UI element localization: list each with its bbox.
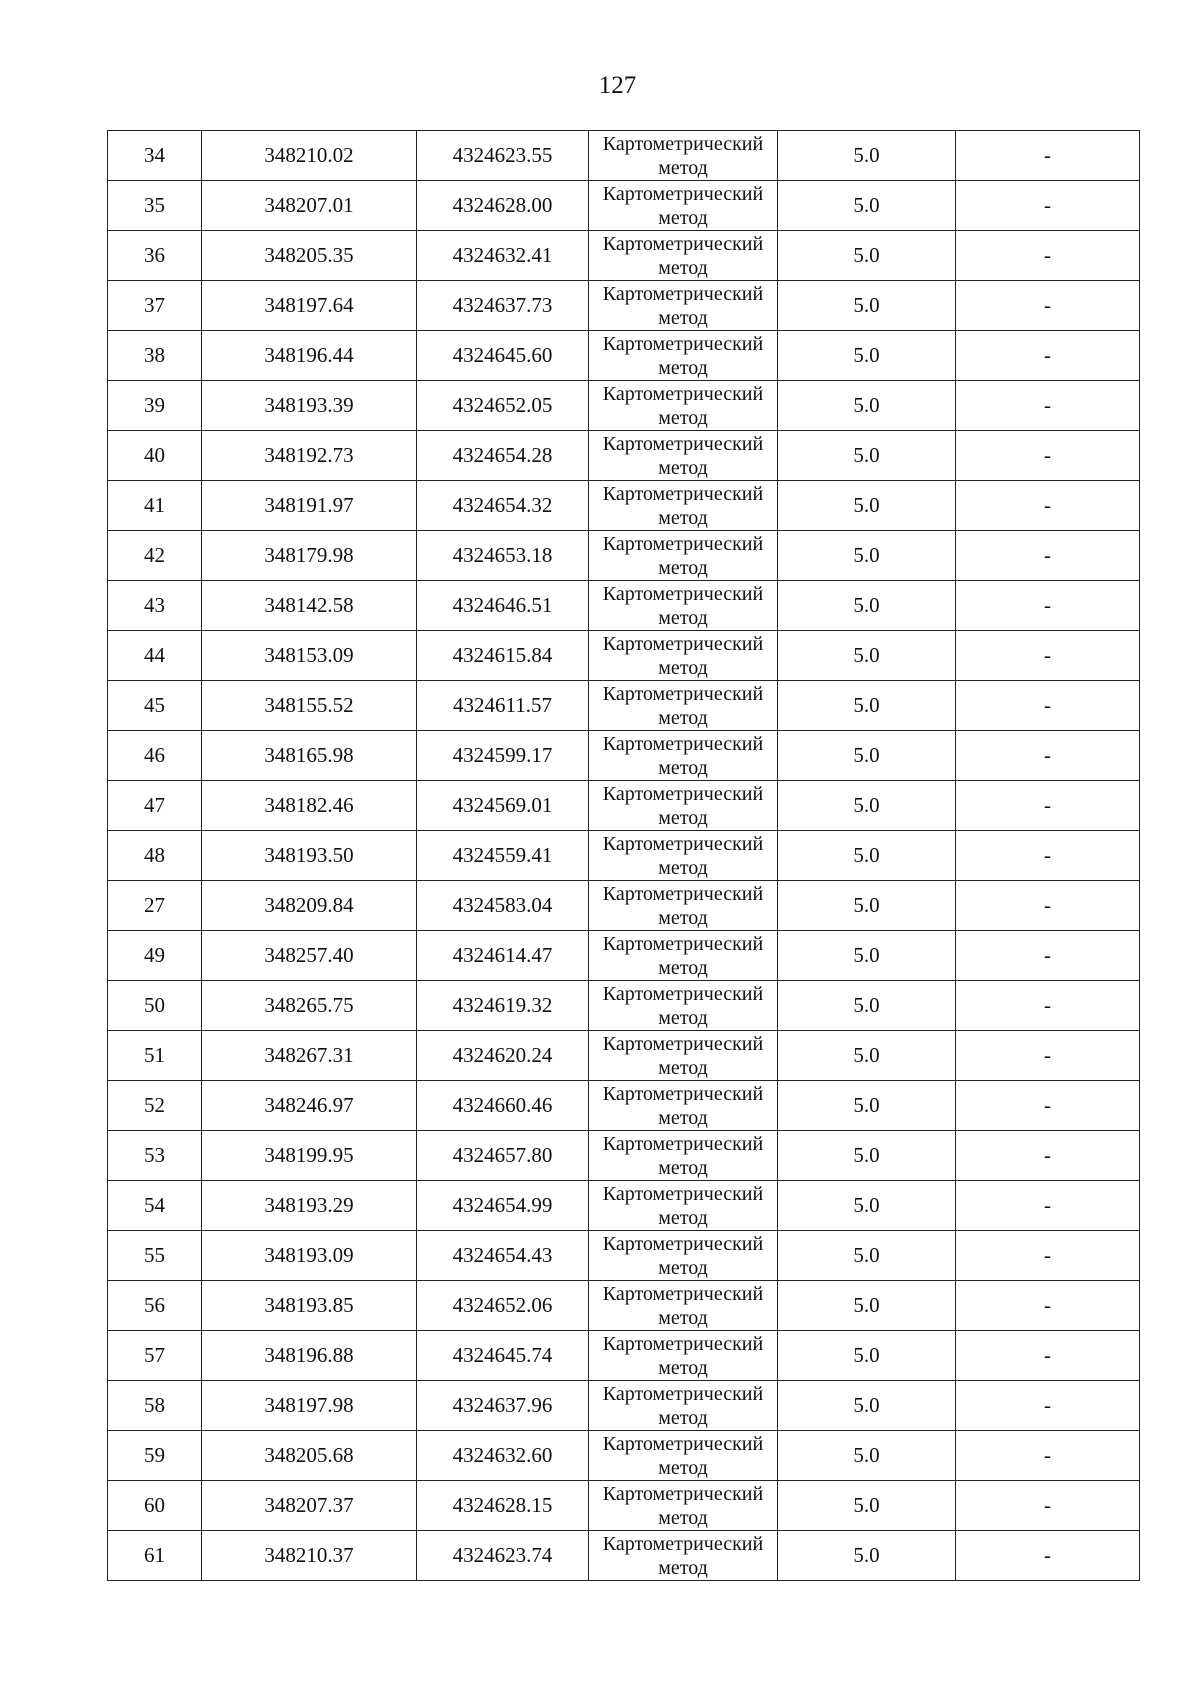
x-coordinate-cell: 348193.50: [202, 831, 417, 881]
x-coordinate-cell: 348210.02: [202, 131, 417, 181]
point-number-cell: 38: [108, 331, 202, 381]
y-coordinate-cell: 4324628.00: [417, 181, 589, 231]
method-line-2: метод: [658, 256, 708, 279]
method-line-2: метод: [658, 556, 708, 579]
accuracy-cell: 5.0: [778, 1231, 956, 1281]
coordinates-table: [107, 130, 1140, 1581]
method-cell: [589, 1531, 778, 1581]
accuracy-cell: 5.0: [778, 1531, 956, 1581]
x-coordinate-cell: 348153.09: [202, 631, 417, 681]
table-row: [108, 281, 1140, 331]
point-number-cell: 44: [108, 631, 202, 681]
accuracy-cell: 5.0: [778, 381, 956, 431]
method-line-1: Картометрический: [602, 832, 764, 855]
y-coordinate-cell: 4324632.41: [417, 231, 589, 281]
x-coordinate-cell: 348207.01: [202, 181, 417, 231]
table-row: [108, 1081, 1140, 1131]
method-line-2: метод: [658, 706, 708, 729]
note-cell: -: [956, 581, 1140, 631]
table-row: [108, 181, 1140, 231]
point-number-cell: 42: [108, 531, 202, 581]
table-row: [108, 531, 1140, 581]
table-row: [108, 1431, 1140, 1481]
note-cell: -: [956, 1031, 1140, 1081]
accuracy-cell: 5.0: [778, 1031, 956, 1081]
table-row: [108, 1231, 1140, 1281]
method-cell: [589, 1331, 778, 1381]
method-line-2: метод: [658, 1056, 708, 1079]
point-number-cell: 27: [108, 881, 202, 931]
method-line-1: Картометрический: [602, 282, 764, 305]
y-coordinate-cell: 4324657.80: [417, 1131, 589, 1181]
note-cell: -: [956, 281, 1140, 331]
point-number-cell: 50: [108, 981, 202, 1031]
y-coordinate-cell: 4324645.60: [417, 331, 589, 381]
point-number-cell: 57: [108, 1331, 202, 1381]
point-number-cell: 60: [108, 1481, 202, 1531]
method-cell: [589, 181, 778, 231]
method-line-2: метод: [658, 1356, 708, 1379]
point-number-cell: 41: [108, 481, 202, 531]
x-coordinate-cell: 348205.68: [202, 1431, 417, 1481]
page-number: 127: [598, 72, 637, 99]
method-line-2: метод: [658, 1206, 708, 1229]
table-row: [108, 1381, 1140, 1431]
accuracy-cell: 5.0: [778, 681, 956, 731]
method-line-2: метод: [658, 606, 708, 629]
note-cell: -: [956, 1231, 1140, 1281]
y-coordinate-cell: 4324653.18: [417, 531, 589, 581]
y-coordinate-cell: 4324654.99: [417, 1181, 589, 1231]
coordinates-table-body: [108, 131, 1140, 1581]
x-coordinate-cell: 348193.09: [202, 1231, 417, 1281]
point-number-cell: 43: [108, 581, 202, 631]
method-cell: [589, 1481, 778, 1531]
y-coordinate-cell: 4324628.15: [417, 1481, 589, 1531]
table-row: [108, 581, 1140, 631]
point-number-cell: 36: [108, 231, 202, 281]
method-line-1: Картометрический: [602, 132, 764, 155]
accuracy-cell: 5.0: [778, 1081, 956, 1131]
method-line-1: Картометрический: [602, 1382, 764, 1405]
x-coordinate-cell: 348179.98: [202, 531, 417, 581]
point-number-cell: 35: [108, 181, 202, 231]
note-cell: -: [956, 1281, 1140, 1331]
note-cell: -: [956, 1081, 1140, 1131]
method-cell: [589, 481, 778, 531]
y-coordinate-cell: 4324583.04: [417, 881, 589, 931]
y-coordinate-cell: 4324646.51: [417, 581, 589, 631]
point-number-cell: 40: [108, 431, 202, 481]
method-cell: [589, 1131, 778, 1181]
method-line-2: метод: [658, 856, 708, 879]
x-coordinate-cell: 348182.46: [202, 781, 417, 831]
point-number-cell: 48: [108, 831, 202, 881]
note-cell: -: [956, 1481, 1140, 1531]
method-line-1: Картометрический: [602, 1082, 764, 1105]
method-cell: [589, 1031, 778, 1081]
note-cell: -: [956, 481, 1140, 531]
x-coordinate-cell: 348196.44: [202, 331, 417, 381]
method-line-1: Картометрический: [602, 582, 764, 605]
accuracy-cell: 5.0: [778, 1481, 956, 1531]
accuracy-cell: 5.0: [778, 631, 956, 681]
table-row: [108, 431, 1140, 481]
method-line-2: метод: [658, 456, 708, 479]
method-line-1: Картометрический: [602, 782, 764, 805]
method-line-1: Картометрический: [602, 332, 764, 355]
point-number-cell: 52: [108, 1081, 202, 1131]
method-cell: [589, 781, 778, 831]
method-line-1: Картометрический: [602, 932, 764, 955]
accuracy-cell: 5.0: [778, 1331, 956, 1381]
x-coordinate-cell: 348192.73: [202, 431, 417, 481]
y-coordinate-cell: 4324569.01: [417, 781, 589, 831]
point-number-cell: 51: [108, 1031, 202, 1081]
method-line-1: Картометрический: [602, 1432, 764, 1455]
method-line-2: метод: [658, 1506, 708, 1529]
method-cell: [589, 431, 778, 481]
accuracy-cell: 5.0: [778, 831, 956, 881]
point-number-cell: 53: [108, 1131, 202, 1181]
method-line-1: Картометрический: [602, 432, 764, 455]
table-row: [108, 981, 1140, 1031]
table-row: [108, 731, 1140, 781]
y-coordinate-cell: 4324654.32: [417, 481, 589, 531]
table-row: [108, 831, 1140, 881]
point-number-cell: 61: [108, 1531, 202, 1581]
y-coordinate-cell: 4324619.32: [417, 981, 589, 1031]
method-line-1: Картометрический: [602, 632, 764, 655]
y-coordinate-cell: 4324654.43: [417, 1231, 589, 1281]
method-cell: [589, 881, 778, 931]
note-cell: -: [956, 681, 1140, 731]
method-cell: [589, 381, 778, 431]
point-number-cell: 56: [108, 1281, 202, 1331]
method-line-2: метод: [658, 1556, 708, 1579]
table-row: [108, 381, 1140, 431]
x-coordinate-cell: 348205.35: [202, 231, 417, 281]
note-cell: -: [956, 1131, 1140, 1181]
accuracy-cell: 5.0: [778, 181, 956, 231]
table-row: [108, 1131, 1140, 1181]
method-line-1: Картометрический: [602, 232, 764, 255]
method-line-2: метод: [658, 956, 708, 979]
method-line-1: Картометрический: [602, 1532, 764, 1555]
method-line-1: Картометрический: [602, 1482, 764, 1505]
point-number-cell: 46: [108, 731, 202, 781]
table-row: [108, 1481, 1140, 1531]
accuracy-cell: 5.0: [778, 431, 956, 481]
accuracy-cell: 5.0: [778, 781, 956, 831]
method-line-2: метод: [658, 1106, 708, 1129]
accuracy-cell: 5.0: [778, 531, 956, 581]
point-number-cell: 59: [108, 1431, 202, 1481]
method-cell: [589, 131, 778, 181]
method-line-1: Картометрический: [602, 1132, 764, 1155]
method-line-1: Картометрический: [602, 982, 764, 1005]
y-coordinate-cell: 4324614.47: [417, 931, 589, 981]
x-coordinate-cell: 348142.58: [202, 581, 417, 631]
note-cell: -: [956, 1331, 1140, 1381]
point-number-cell: 47: [108, 781, 202, 831]
note-cell: -: [956, 1381, 1140, 1431]
method-cell: [589, 331, 778, 381]
x-coordinate-cell: 348197.64: [202, 281, 417, 331]
x-coordinate-cell: 348155.52: [202, 681, 417, 731]
table-row: [108, 631, 1140, 681]
accuracy-cell: 5.0: [778, 981, 956, 1031]
point-number-cell: 49: [108, 931, 202, 981]
method-line-2: метод: [658, 656, 708, 679]
x-coordinate-cell: 348257.40: [202, 931, 417, 981]
x-coordinate-cell: 348199.95: [202, 1131, 417, 1181]
method-cell: [589, 1381, 778, 1431]
method-line-2: метод: [658, 756, 708, 779]
table-row: [108, 1281, 1140, 1331]
table-row: [108, 231, 1140, 281]
note-cell: -: [956, 131, 1140, 181]
x-coordinate-cell: 348197.98: [202, 1381, 417, 1431]
x-coordinate-cell: 348209.84: [202, 881, 417, 931]
method-cell: [589, 1181, 778, 1231]
table-row: [108, 881, 1140, 931]
accuracy-cell: 5.0: [778, 281, 956, 331]
point-number-cell: 37: [108, 281, 202, 331]
note-cell: -: [956, 931, 1140, 981]
note-cell: -: [956, 831, 1140, 881]
y-coordinate-cell: 4324632.60: [417, 1431, 589, 1481]
y-coordinate-cell: 4324660.46: [417, 1081, 589, 1131]
note-cell: -: [956, 981, 1140, 1031]
method-line-2: метод: [658, 1156, 708, 1179]
y-coordinate-cell: 4324652.06: [417, 1281, 589, 1331]
method-line-1: Картометрический: [602, 382, 764, 405]
accuracy-cell: 5.0: [778, 131, 956, 181]
method-line-1: Картометрический: [602, 182, 764, 205]
method-line-2: метод: [658, 906, 708, 929]
x-coordinate-cell: 348193.39: [202, 381, 417, 431]
point-number-cell: 45: [108, 681, 202, 731]
method-line-2: метод: [658, 306, 708, 329]
accuracy-cell: 5.0: [778, 1431, 956, 1481]
x-coordinate-cell: 348210.37: [202, 1531, 417, 1581]
accuracy-cell: 5.0: [778, 231, 956, 281]
method-line-2: метод: [658, 206, 708, 229]
method-cell: [589, 831, 778, 881]
method-line-1: Картометрический: [602, 482, 764, 505]
method-line-2: метод: [658, 1456, 708, 1479]
table-row: [108, 1331, 1140, 1381]
method-line-2: метод: [658, 1256, 708, 1279]
y-coordinate-cell: 4324637.73: [417, 281, 589, 331]
table-row: [108, 1181, 1140, 1231]
table-row: [108, 481, 1140, 531]
y-coordinate-cell: 4324559.41: [417, 831, 589, 881]
method-line-2: метод: [658, 406, 708, 429]
y-coordinate-cell: 4324637.96: [417, 1381, 589, 1431]
note-cell: -: [956, 731, 1140, 781]
y-coordinate-cell: 4324599.17: [417, 731, 589, 781]
accuracy-cell: 5.0: [778, 481, 956, 531]
accuracy-cell: 5.0: [778, 881, 956, 931]
table-row: [108, 1531, 1140, 1581]
y-coordinate-cell: 4324654.28: [417, 431, 589, 481]
x-coordinate-cell: 348267.31: [202, 1031, 417, 1081]
note-cell: -: [956, 1431, 1140, 1481]
table-row: [108, 131, 1140, 181]
accuracy-cell: 5.0: [778, 1281, 956, 1331]
note-cell: -: [956, 431, 1140, 481]
point-number-cell: 55: [108, 1231, 202, 1281]
x-coordinate-cell: 348193.85: [202, 1281, 417, 1331]
y-coordinate-cell: 4324615.84: [417, 631, 589, 681]
method-line-1: Картометрический: [602, 532, 764, 555]
accuracy-cell: 5.0: [778, 931, 956, 981]
y-coordinate-cell: 4324620.24: [417, 1031, 589, 1081]
method-cell: [589, 931, 778, 981]
x-coordinate-cell: 348193.29: [202, 1181, 417, 1231]
x-coordinate-cell: 348191.97: [202, 481, 417, 531]
y-coordinate-cell: 4324652.05: [417, 381, 589, 431]
table-row: [108, 781, 1140, 831]
table-row: [108, 931, 1140, 981]
note-cell: -: [956, 781, 1140, 831]
method-line-1: Картометрический: [602, 682, 764, 705]
point-number-cell: 34: [108, 131, 202, 181]
accuracy-cell: 5.0: [778, 1381, 956, 1431]
method-cell: [589, 631, 778, 681]
table-row: [108, 1031, 1140, 1081]
x-coordinate-cell: 348246.97: [202, 1081, 417, 1131]
method-cell: [589, 1431, 778, 1481]
note-cell: -: [956, 1181, 1140, 1231]
x-coordinate-cell: 348165.98: [202, 731, 417, 781]
method-cell: [589, 531, 778, 581]
table-row: [108, 681, 1140, 731]
method-line-1: Картометрический: [602, 732, 764, 755]
method-line-2: метод: [658, 806, 708, 829]
note-cell: -: [956, 231, 1140, 281]
table-row: [108, 331, 1140, 381]
method-line-2: метод: [658, 156, 708, 179]
note-cell: -: [956, 531, 1140, 581]
x-coordinate-cell: 348196.88: [202, 1331, 417, 1381]
method-line-2: метод: [658, 1006, 708, 1029]
method-line-1: Картометрический: [602, 1282, 764, 1305]
method-line-1: Картометрический: [602, 1232, 764, 1255]
y-coordinate-cell: 4324623.74: [417, 1531, 589, 1581]
method-cell: [589, 231, 778, 281]
accuracy-cell: 5.0: [778, 1181, 956, 1231]
method-cell: [589, 281, 778, 331]
y-coordinate-cell: 4324611.57: [417, 681, 589, 731]
point-number-cell: 39: [108, 381, 202, 431]
point-number-cell: 54: [108, 1181, 202, 1231]
method-line-2: метод: [658, 1406, 708, 1429]
note-cell: -: [956, 331, 1140, 381]
y-coordinate-cell: 4324645.74: [417, 1331, 589, 1381]
method-cell: [589, 1231, 778, 1281]
method-cell: [589, 731, 778, 781]
note-cell: -: [956, 181, 1140, 231]
method-line-2: метод: [658, 506, 708, 529]
method-cell: [589, 581, 778, 631]
note-cell: -: [956, 1531, 1140, 1581]
method-line-1: Картометрический: [602, 1032, 764, 1055]
accuracy-cell: 5.0: [778, 331, 956, 381]
x-coordinate-cell: 348265.75: [202, 981, 417, 1031]
method-line-1: Картометрический: [602, 1332, 764, 1355]
note-cell: -: [956, 381, 1140, 431]
method-line-2: метод: [658, 356, 708, 379]
method-cell: [589, 1081, 778, 1131]
method-line-2: метод: [658, 1306, 708, 1329]
x-coordinate-cell: 348207.37: [202, 1481, 417, 1531]
method-cell: [589, 1281, 778, 1331]
accuracy-cell: 5.0: [778, 731, 956, 781]
note-cell: -: [956, 631, 1140, 681]
note-cell: -: [956, 881, 1140, 931]
point-number-cell: 58: [108, 1381, 202, 1431]
y-coordinate-cell: 4324623.55: [417, 131, 589, 181]
method-line-1: Картометрический: [602, 882, 764, 905]
method-cell: [589, 681, 778, 731]
accuracy-cell: 5.0: [778, 581, 956, 631]
method-cell: [589, 981, 778, 1031]
method-line-1: Картометрический: [602, 1182, 764, 1205]
accuracy-cell: 5.0: [778, 1131, 956, 1181]
